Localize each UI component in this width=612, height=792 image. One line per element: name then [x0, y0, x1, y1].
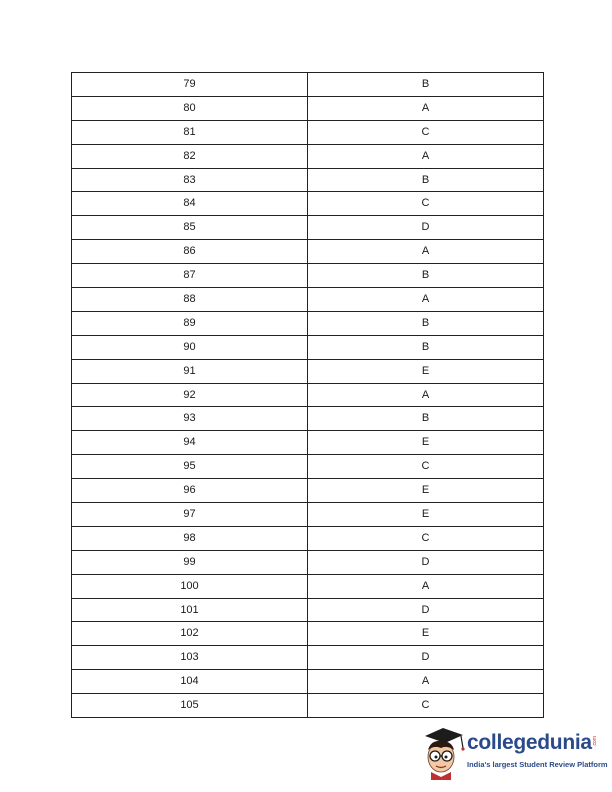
brand-suffix: .com — [592, 736, 598, 747]
table-row — [72, 670, 544, 694]
table-row — [72, 359, 544, 383]
question-number-cell: 89 — [72, 311, 308, 335]
table-row — [72, 192, 544, 216]
table-row — [72, 503, 544, 527]
answer-cell: E — [308, 479, 544, 503]
table-row — [72, 383, 544, 407]
table-row — [72, 144, 544, 168]
answer-key-body — [72, 73, 544, 718]
table-row — [72, 407, 544, 431]
question-number-cell: 81 — [72, 120, 308, 144]
answer-cell: A — [308, 96, 544, 120]
collegedunia-logo — [417, 722, 608, 782]
answer-cell: D — [308, 216, 544, 240]
question-number-cell: 92 — [72, 383, 308, 407]
answer-cell: A — [308, 240, 544, 264]
table-row — [72, 526, 544, 550]
answer-cell: A — [308, 670, 544, 694]
question-number-cell: 101 — [72, 598, 308, 622]
question-number-cell: 79 — [72, 73, 308, 97]
answer-key-table — [71, 72, 544, 718]
question-number-cell: 103 — [72, 646, 308, 670]
answer-cell: D — [308, 550, 544, 574]
question-number-cell: 91 — [72, 359, 308, 383]
table-row — [72, 73, 544, 97]
table-row — [72, 646, 544, 670]
question-number-cell: 104 — [72, 670, 308, 694]
question-number-cell: 105 — [72, 694, 308, 718]
question-number-cell: 96 — [72, 479, 308, 503]
answer-cell: B — [308, 335, 544, 359]
answer-cell: B — [308, 407, 544, 431]
table-row — [72, 479, 544, 503]
question-number-cell: 97 — [72, 503, 308, 527]
brand-tagline: India's largest Student Review Platform — [467, 760, 608, 769]
student-mascot-icon — [417, 722, 467, 780]
table-row — [72, 264, 544, 288]
table-row — [72, 96, 544, 120]
question-number-cell: 94 — [72, 431, 308, 455]
question-number-cell: 98 — [72, 526, 308, 550]
table-row — [72, 431, 544, 455]
table-row — [72, 216, 544, 240]
answer-cell: E — [308, 503, 544, 527]
answer-cell: C — [308, 120, 544, 144]
answer-cell: B — [308, 73, 544, 97]
answer-cell: E — [308, 622, 544, 646]
answer-cell: D — [308, 598, 544, 622]
brand-name: collegedunia — [467, 731, 592, 754]
answer-cell: E — [308, 359, 544, 383]
question-number-cell: 90 — [72, 335, 308, 359]
table-row — [72, 240, 544, 264]
answer-cell: A — [308, 574, 544, 598]
question-number-cell: 100 — [72, 574, 308, 598]
table-row — [72, 694, 544, 718]
answer-cell: B — [308, 311, 544, 335]
question-number-cell: 99 — [72, 550, 308, 574]
answer-cell: C — [308, 455, 544, 479]
question-number-cell: 95 — [72, 455, 308, 479]
question-number-cell: 87 — [72, 264, 308, 288]
question-number-cell: 84 — [72, 192, 308, 216]
table-row — [72, 622, 544, 646]
table-row — [72, 550, 544, 574]
table-row — [72, 288, 544, 312]
answer-cell: A — [308, 144, 544, 168]
answer-cell: C — [308, 526, 544, 550]
answer-cell: C — [308, 192, 544, 216]
question-number-cell: 86 — [72, 240, 308, 264]
table-row — [72, 335, 544, 359]
table-row — [72, 311, 544, 335]
answer-cell: B — [308, 264, 544, 288]
question-number-cell: 80 — [72, 96, 308, 120]
answer-cell: D — [308, 646, 544, 670]
question-number-cell: 102 — [72, 622, 308, 646]
answer-cell: A — [308, 383, 544, 407]
table-row — [72, 120, 544, 144]
answer-cell: B — [308, 168, 544, 192]
table-row — [72, 168, 544, 192]
question-number-cell: 82 — [72, 144, 308, 168]
table-row — [72, 574, 544, 598]
table-row — [72, 598, 544, 622]
table-row — [72, 455, 544, 479]
answer-cell: A — [308, 288, 544, 312]
question-number-cell: 93 — [72, 407, 308, 431]
answer-cell: E — [308, 431, 544, 455]
answer-cell: C — [308, 694, 544, 718]
question-number-cell: 88 — [72, 288, 308, 312]
question-number-cell: 85 — [72, 216, 308, 240]
question-number-cell: 83 — [72, 168, 308, 192]
